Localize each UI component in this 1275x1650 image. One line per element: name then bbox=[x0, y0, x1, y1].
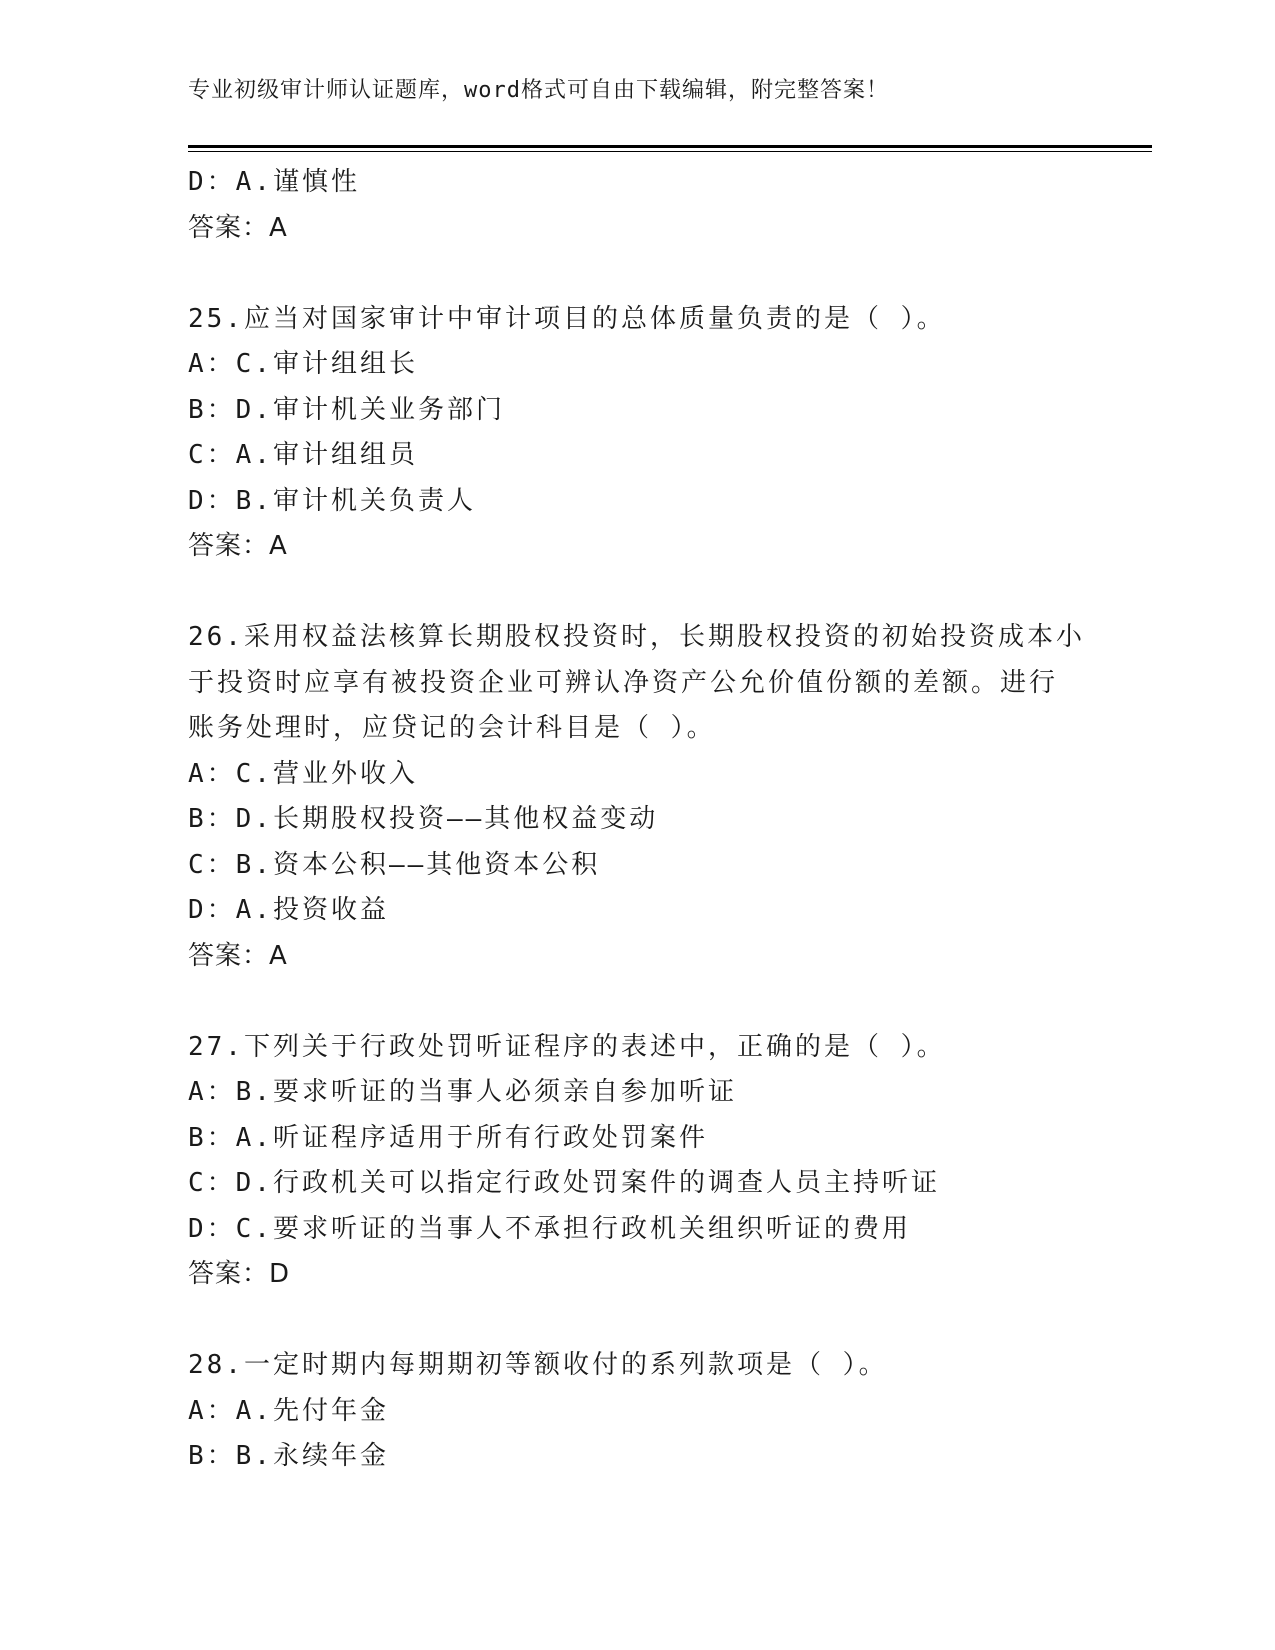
spacer bbox=[188, 251, 1088, 297]
page-header: 专业初级审计师认证题库，word格式可自由下载编辑，附完整答案！ bbox=[188, 78, 889, 103]
question-26 bbox=[188, 615, 1088, 979]
question-27-option-b: B：A.听证程序适用于所有行政处罚案件 bbox=[188, 1122, 708, 1153]
question-25-option-d: D：B.审计机关负责人 bbox=[188, 485, 476, 516]
question-28-option-a: A：A.先付年金 bbox=[188, 1395, 389, 1426]
question-26-stem-line-2: 于投资时应享有被投资企业可辨认净资产公允价值份额的差额。进行 bbox=[188, 667, 1059, 698]
question-28-option-b: B：B.永续年金 bbox=[188, 1441, 389, 1471]
question-28 bbox=[188, 1343, 1088, 1480]
question-content bbox=[188, 160, 1088, 1480]
question-26-option-c: C：B.资本公积——其他资本公积 bbox=[188, 849, 601, 880]
question-26-answer: 答案：A bbox=[188, 940, 288, 971]
header-rule-thick bbox=[188, 145, 1152, 148]
question-26-stem-line-3: 账务处理时，应贷记的会计科目是（ ）。 bbox=[188, 713, 716, 743]
question-27 bbox=[188, 1025, 1088, 1298]
question-26-stem-line-1: 26.采用权益法核算长期股权投资时，长期股权投资的初始投资成本小 bbox=[188, 622, 1085, 652]
question-25 bbox=[188, 297, 1088, 570]
question-27-answer: 答案：D bbox=[188, 1259, 291, 1289]
question-27-stem: 27.下列关于行政处罚听证程序的表述中，正确的是（ ）。 bbox=[188, 1031, 946, 1062]
question-26-option-a: A：C.营业外收入 bbox=[188, 758, 418, 789]
question-25-option-c: C：A.审计组组员 bbox=[188, 440, 418, 470]
question-25-answer: 答案：A bbox=[188, 531, 288, 561]
question-26-option-d: D：A.投资收益 bbox=[188, 895, 389, 925]
question-25-option-b: B：D.审计机关业务部门 bbox=[188, 394, 505, 425]
header-rule-thin bbox=[188, 151, 1152, 152]
prev-answer: 答案：A bbox=[188, 212, 288, 243]
question-26-option-b: B：D.长期股权投资——其他权益变动 bbox=[188, 804, 659, 834]
question-25-option-a: A：C.审计组组长 bbox=[188, 349, 418, 379]
prev-option-d: D：A.谨慎性 bbox=[188, 167, 360, 197]
question-28-stem: 28.一定时期内每期期初等额收付的系列款项是（ ）。 bbox=[188, 1350, 888, 1380]
question-27-option-d: D：C.要求听证的当事人不承担行政机关组织听证的费用 bbox=[188, 1213, 911, 1244]
question-25-stem: 25.应当对国家审计中审计项目的总体质量负责的是（ ）。 bbox=[188, 303, 946, 334]
question-27-option-a: A：B.要求听证的当事人必须亲自参加听证 bbox=[188, 1077, 737, 1107]
question-27-option-c: C：D.行政机关可以指定行政处罚案件的调查人员主持听证 bbox=[188, 1168, 940, 1198]
spacer bbox=[188, 570, 1088, 616]
spacer bbox=[188, 979, 1088, 1025]
spacer bbox=[188, 1298, 1088, 1344]
